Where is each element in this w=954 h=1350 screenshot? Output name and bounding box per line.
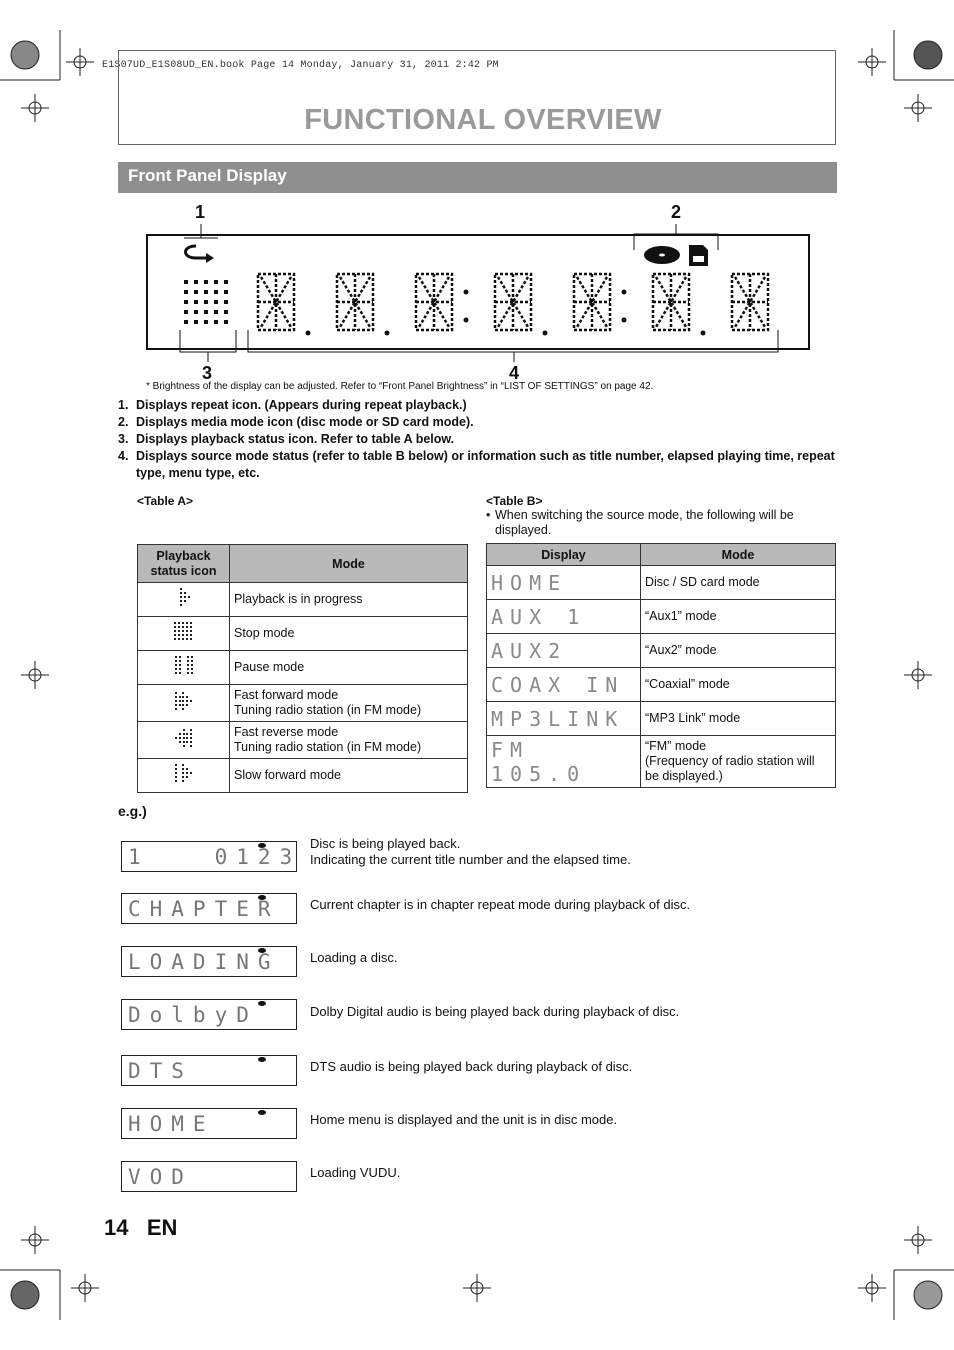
- table-a-mode: Stop mode: [230, 617, 468, 651]
- callout-4: 4: [509, 363, 520, 383]
- example-display: DTS: [121, 1055, 297, 1086]
- repeat-icon: [186, 246, 209, 258]
- segment-display: AUX 1: [487, 600, 641, 634]
- callout-3: 3: [202, 363, 213, 383]
- table-a-mode: Playback is in progress: [230, 583, 468, 617]
- example-text: Loading VUDU.: [310, 1165, 401, 1180]
- table-a-mode: Fast reverse mode Tuning radio station (in FM mode): [230, 722, 468, 759]
- table-b-label: <Table B>: [486, 494, 543, 508]
- table-b-mode: “FM” mode (Frequency of radio station will be displayed.): [641, 736, 836, 788]
- example-text: Disc is being played back. Indicating the current title number and the elapsed time.: [310, 836, 631, 867]
- page-number: 14 EN: [104, 1215, 178, 1240]
- example-text: Dolby Digital audio is being played back during playback of disc.: [310, 1004, 680, 1019]
- table-b-header-mode: Mode: [641, 544, 836, 566]
- callout-1: 1: [195, 202, 206, 222]
- description-list: [118, 397, 838, 482]
- table-b: [486, 543, 836, 788]
- section-title: Front Panel Display: [128, 166, 287, 185]
- segment-display: COAX IN: [487, 668, 641, 702]
- table-b-mode: “Aux2” mode: [641, 634, 836, 668]
- brightness-note: * Brightness of the display can be adjusted. Refer to “Front Panel Brightness” in “LIST OF SETTINGS” on page 42.: [146, 381, 654, 392]
- list-item: 3. Displays playback status icon. Refer to table A below.: [118, 432, 455, 446]
- table-a-mode: Slow forward mode: [230, 759, 468, 793]
- example-text: Current chapter is in chapter repeat mode during playback of disc.: [310, 897, 691, 912]
- fast-reverse-icon: [138, 722, 230, 759]
- list-item: 4. Displays source mode status (refer to table B below) or information such as title number, elapsed playing time, repeat type, menu type, etc.: [118, 449, 835, 480]
- examples-label: e.g.): [118, 803, 147, 819]
- segment-display: HOME: [487, 566, 641, 600]
- list-item: 1. Displays repeat icon. (Appears during repeat playback.): [118, 398, 467, 412]
- table-a-label: <Table A>: [137, 494, 194, 508]
- fast-forward-icon: [138, 685, 230, 722]
- table-a-mode: Fast forward mode Tuning radio station (in FM mode): [230, 685, 468, 722]
- callout-2: 2: [671, 202, 682, 222]
- slow-forward-icon: [138, 759, 230, 793]
- example-display: LOADING: [121, 946, 297, 977]
- table-b-header-display: Display: [487, 544, 641, 566]
- segment-display: AUX2: [487, 634, 641, 668]
- front-panel-segments: [146, 200, 826, 370]
- table-b-mode: “Aux1” mode: [641, 600, 836, 634]
- example-display: 1 0123: [121, 841, 297, 872]
- play-icon: [138, 583, 230, 617]
- example-text: DTS audio is being played back during playback of disc.: [310, 1059, 633, 1074]
- table-b-mode: “MP3 Link” mode: [641, 702, 836, 736]
- list-item: 2. Displays media mode icon (disc mode or SD card mode).: [118, 415, 474, 429]
- book-meta: E1S07UD_E1S08UD_EN.book Page 14 Monday, January 31, 2011 2:42 PM: [102, 60, 499, 71]
- example-text: Home menu is displayed and the unit is in disc mode.: [310, 1112, 618, 1127]
- example-display: VOD: [121, 1161, 297, 1192]
- disc-icon: [258, 1110, 266, 1115]
- table-a-mode: Pause mode: [230, 651, 468, 685]
- segment-display: MP3LINK: [487, 702, 641, 736]
- table-b-mode: “Coaxial” mode: [641, 668, 836, 702]
- stop-icon: [138, 617, 230, 651]
- table-a-header-icon: Playback status icon: [138, 545, 230, 583]
- sd-card-icon: [689, 245, 708, 266]
- example-display: CHAPTER: [121, 893, 297, 924]
- table-a-header-mode: Mode: [230, 545, 468, 583]
- pause-icon: [138, 651, 230, 685]
- table-a: [137, 544, 468, 793]
- disc-icon: [258, 1001, 266, 1006]
- table-b-mode: Disc / SD card mode: [641, 566, 836, 600]
- table-b-note: • When switching the source mode, the following will be displayed.: [486, 508, 794, 537]
- example-display: HOME: [121, 1108, 297, 1139]
- example-display: DolbyD: [121, 999, 297, 1030]
- segment-display: FM 105.0: [487, 736, 641, 788]
- page-title: FUNCTIONAL OVERVIEW: [304, 104, 662, 136]
- example-text: Loading a disc.: [310, 950, 398, 965]
- disc-icon: [258, 1057, 266, 1062]
